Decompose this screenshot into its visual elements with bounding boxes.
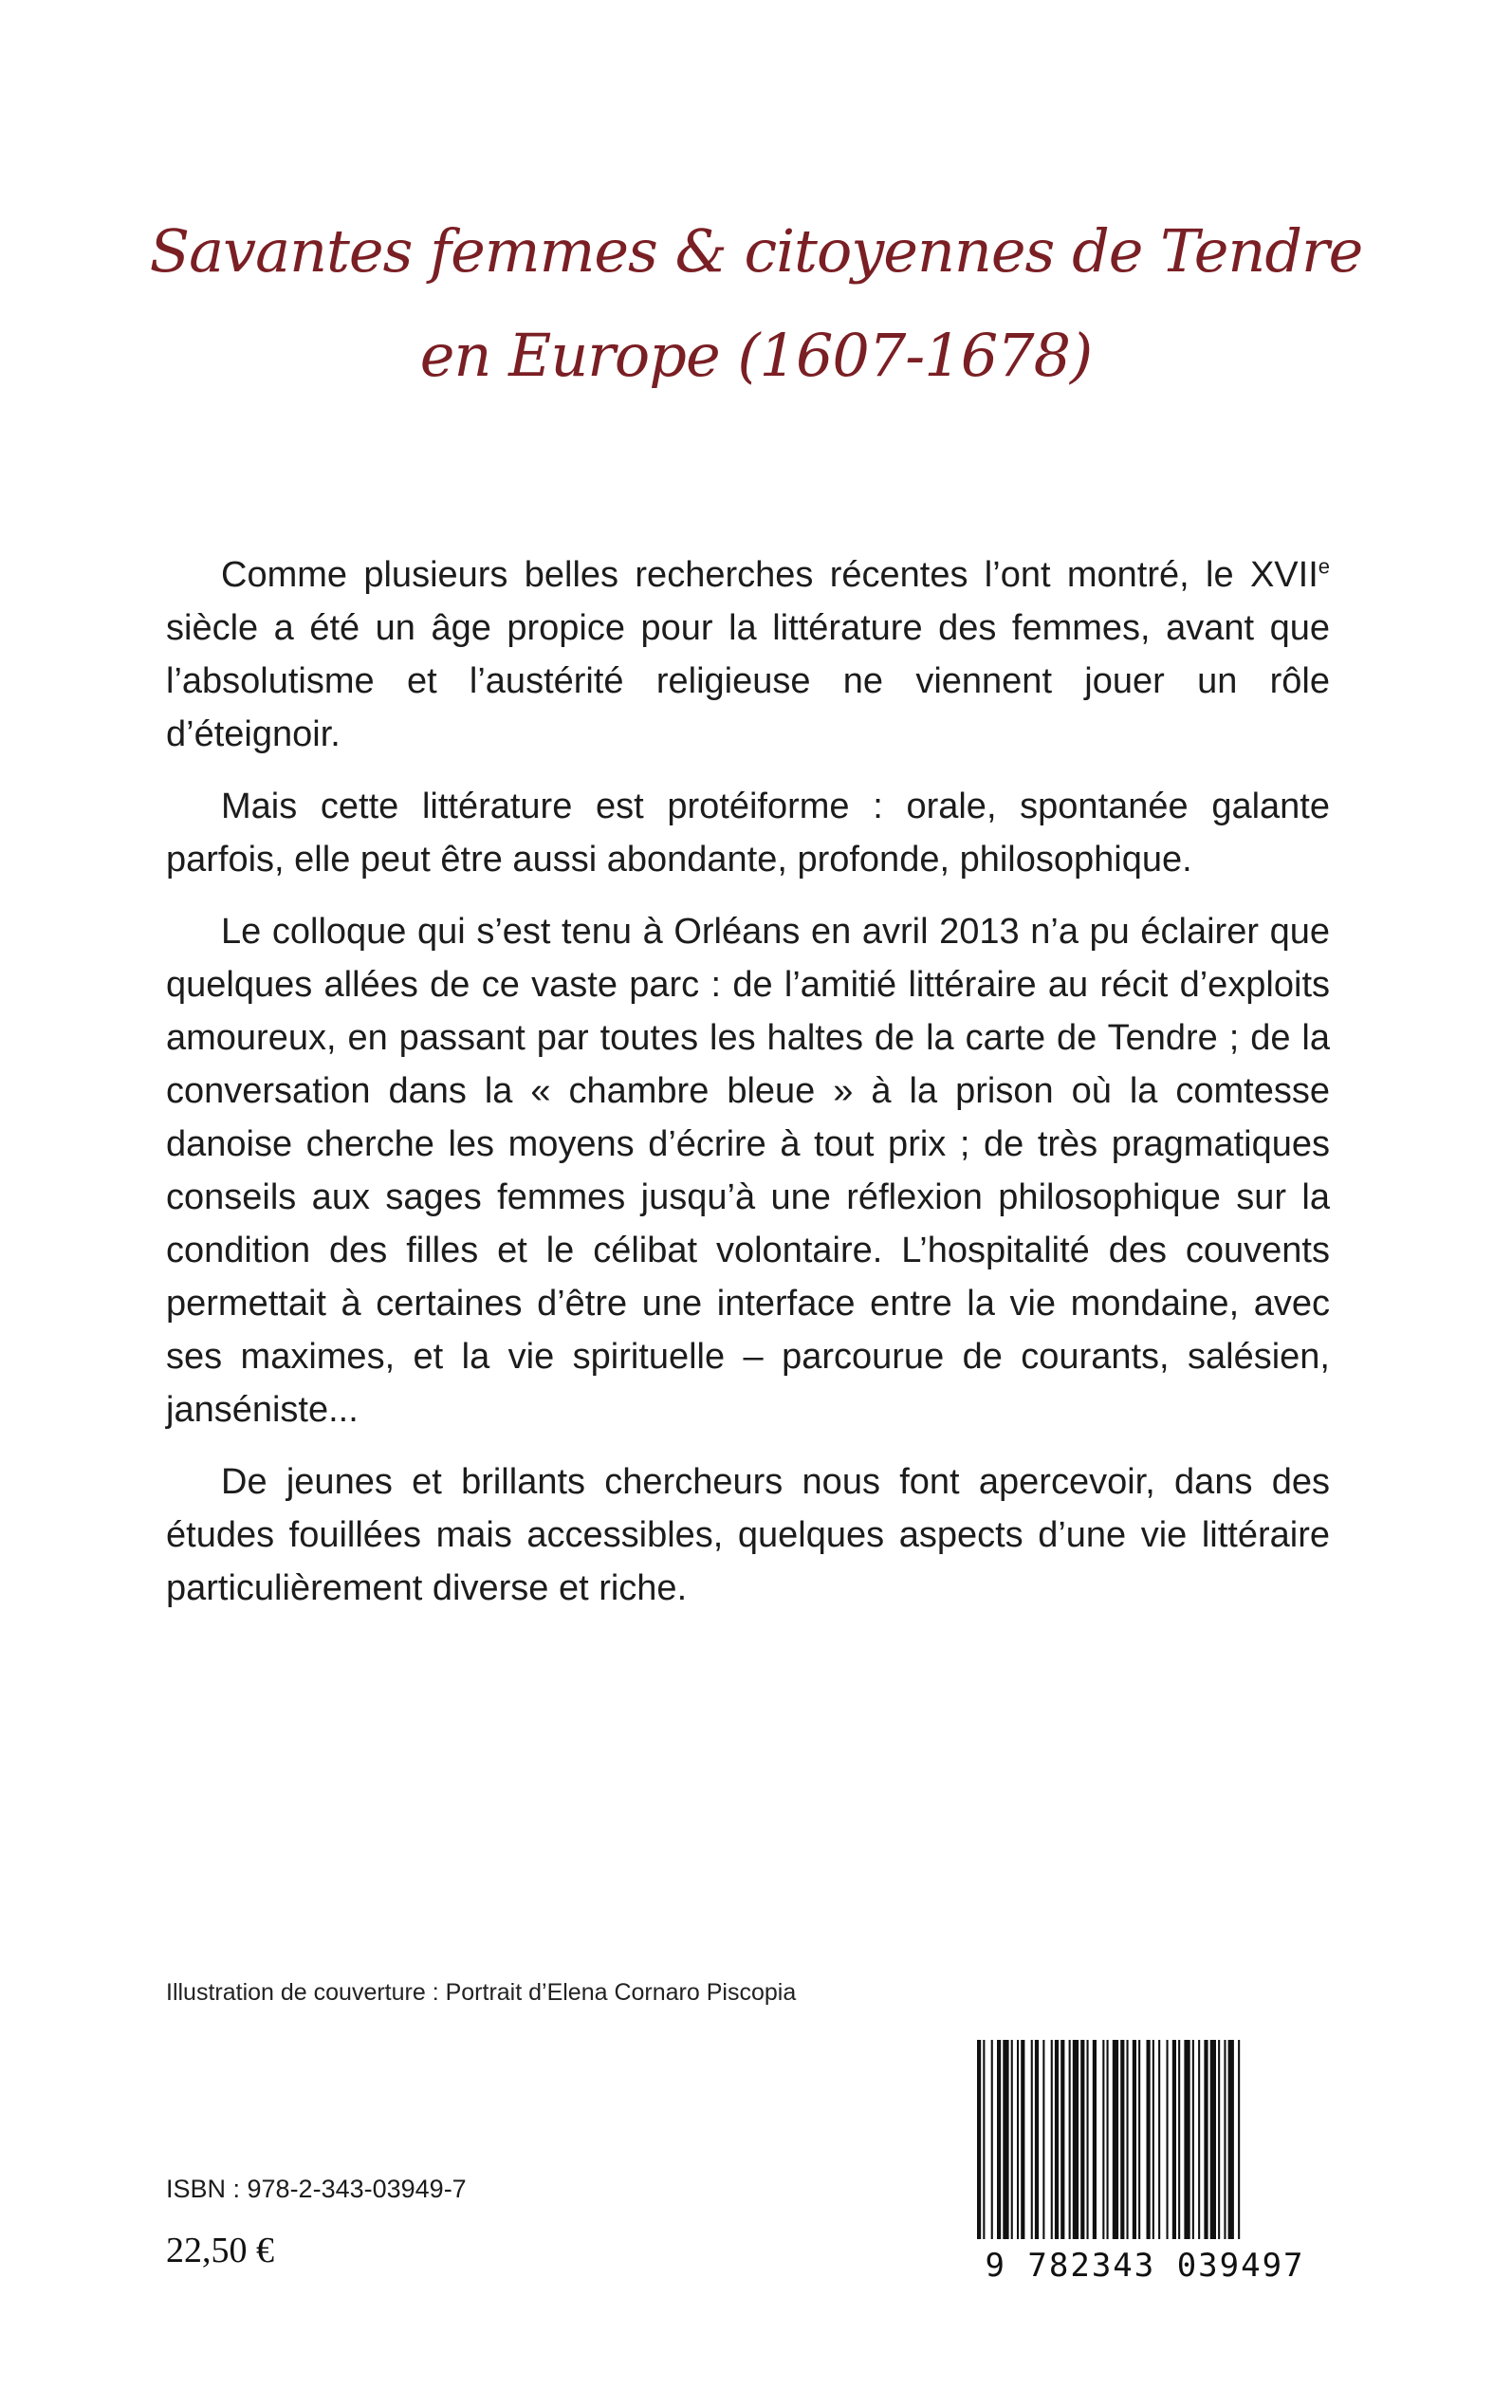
barcode-bar bbox=[1120, 2040, 1124, 2239]
barcode-bar bbox=[1021, 2040, 1024, 2239]
barcode-bar bbox=[1152, 2040, 1154, 2239]
barcode-bar bbox=[1031, 2040, 1033, 2239]
barcode-bar bbox=[1042, 2040, 1044, 2239]
barcode-bar bbox=[1035, 2040, 1039, 2239]
barcode-bar bbox=[1133, 2040, 1136, 2239]
isbn-label: ISBN : 978-2-343-03949-7 bbox=[166, 2175, 467, 2203]
barcode-bar bbox=[1184, 2040, 1189, 2239]
blurb-p1-start: Comme plusieurs belles recherches récentes l’ont montré, le XVII bbox=[221, 555, 1318, 595]
barcode-bar bbox=[1147, 2040, 1151, 2239]
barcode-bar bbox=[1102, 2040, 1104, 2239]
price-label: 22,50 € bbox=[166, 2231, 274, 2270]
blurb-paragraph-4: De jeunes et brillants chercheurs nous font apercevoir, dans des études fouillées mais accessibles, quelques aspects d’une vie littéraire particulièrement diverse et riche. bbox=[166, 1462, 1330, 1608]
barcode-bar bbox=[1011, 2040, 1013, 2239]
barcode-bar bbox=[977, 2040, 981, 2239]
barcode-bar bbox=[1127, 2040, 1129, 2239]
barcode-bar bbox=[1198, 2040, 1200, 2239]
barcode-bars bbox=[971, 2040, 1318, 2244]
back-cover-blurb bbox=[166, 548, 1330, 1634]
barcode-bar bbox=[1087, 2040, 1089, 2239]
book-title-line-1: Savantes femmes & citoyennes de Tendre bbox=[149, 216, 1363, 286]
barcode-bar bbox=[1238, 2040, 1240, 2239]
barcode-bar bbox=[1204, 2040, 1208, 2239]
barcode-bar bbox=[1080, 2040, 1084, 2239]
barcode-bar bbox=[1093, 2040, 1097, 2239]
barcode-bar bbox=[1172, 2040, 1176, 2239]
barcode-bar bbox=[991, 2040, 993, 2239]
barcode-bar bbox=[1167, 2040, 1169, 2239]
ean-barcode bbox=[971, 2040, 1318, 2287]
barcode-bar bbox=[1224, 2040, 1226, 2239]
barcode-bar bbox=[1218, 2040, 1220, 2239]
barcode-bar bbox=[1073, 2040, 1079, 2239]
book-title bbox=[0, 199, 1512, 408]
barcode-bar bbox=[1113, 2040, 1118, 2239]
barcode-bar bbox=[1055, 2040, 1059, 2239]
barcode-bar bbox=[1158, 2040, 1160, 2239]
barcode-bar bbox=[1228, 2040, 1234, 2239]
blurb-p1-end: siècle a été un âge propice pour la littérature des femmes, avant que l’absolutisme et l’austérité religieuse ne viennent jouer un rôle d’éteignoir. bbox=[166, 608, 1330, 754]
blurb-paragraph-3: Le colloque qui s’est tenu à Orléans en avril 2013 n’a pu éclairer que quelques allées de ce vaste parc : de l’amitié littéraire au récit d’exploits amoureux, en passant par toutes les haltes de la carte de Tendre ; de la conversation dans la « chambre bleue » à la prison où la comtesse danoise cherche les moyens d’écrire à tout prix ; de très pragmatiques conseils aux sages femmes jusqu’à une réflexion philosophique sur la condition des filles et le célibat volontaire. L’hospitalité des couvents permettait à certaines d’être une interface entre la vie mondaine, avec ses maximes, et la vie spirituelle – parcourue de courants, salésien, janséniste... bbox=[166, 912, 1330, 1430]
barcode-bar bbox=[983, 2040, 985, 2239]
century-superscript: e bbox=[1318, 554, 1330, 579]
barcode-bar bbox=[1060, 2040, 1064, 2239]
book-title-line-2: en Europe (1607-1678) bbox=[419, 321, 1093, 390]
barcode-bar bbox=[1003, 2040, 1008, 2239]
blurb-paragraph-1 bbox=[166, 548, 1330, 761]
barcode-bar bbox=[1051, 2040, 1053, 2239]
barcode-bar bbox=[1069, 2040, 1071, 2239]
blurb-paragraph-2: Mais cette littérature est protéiforme : orale, spontanée galante parfois, elle peut être aussi abondante, profonde, philosophique. bbox=[166, 787, 1330, 880]
barcode-digits: 9 782343 039497 bbox=[985, 2247, 1305, 2285]
cover-illustration-credit: Illustration de couverture : Portrait d’Elena Cornaro Piscopia bbox=[166, 1979, 797, 2006]
barcode-bar bbox=[997, 2040, 1001, 2239]
barcode-bar bbox=[1192, 2040, 1194, 2239]
barcode-bar bbox=[1017, 2040, 1019, 2239]
barcode-bar bbox=[1178, 2040, 1180, 2239]
barcode-bar bbox=[1138, 2040, 1140, 2239]
barcode-bar bbox=[1210, 2040, 1216, 2239]
barcode-bar bbox=[1107, 2040, 1109, 2239]
